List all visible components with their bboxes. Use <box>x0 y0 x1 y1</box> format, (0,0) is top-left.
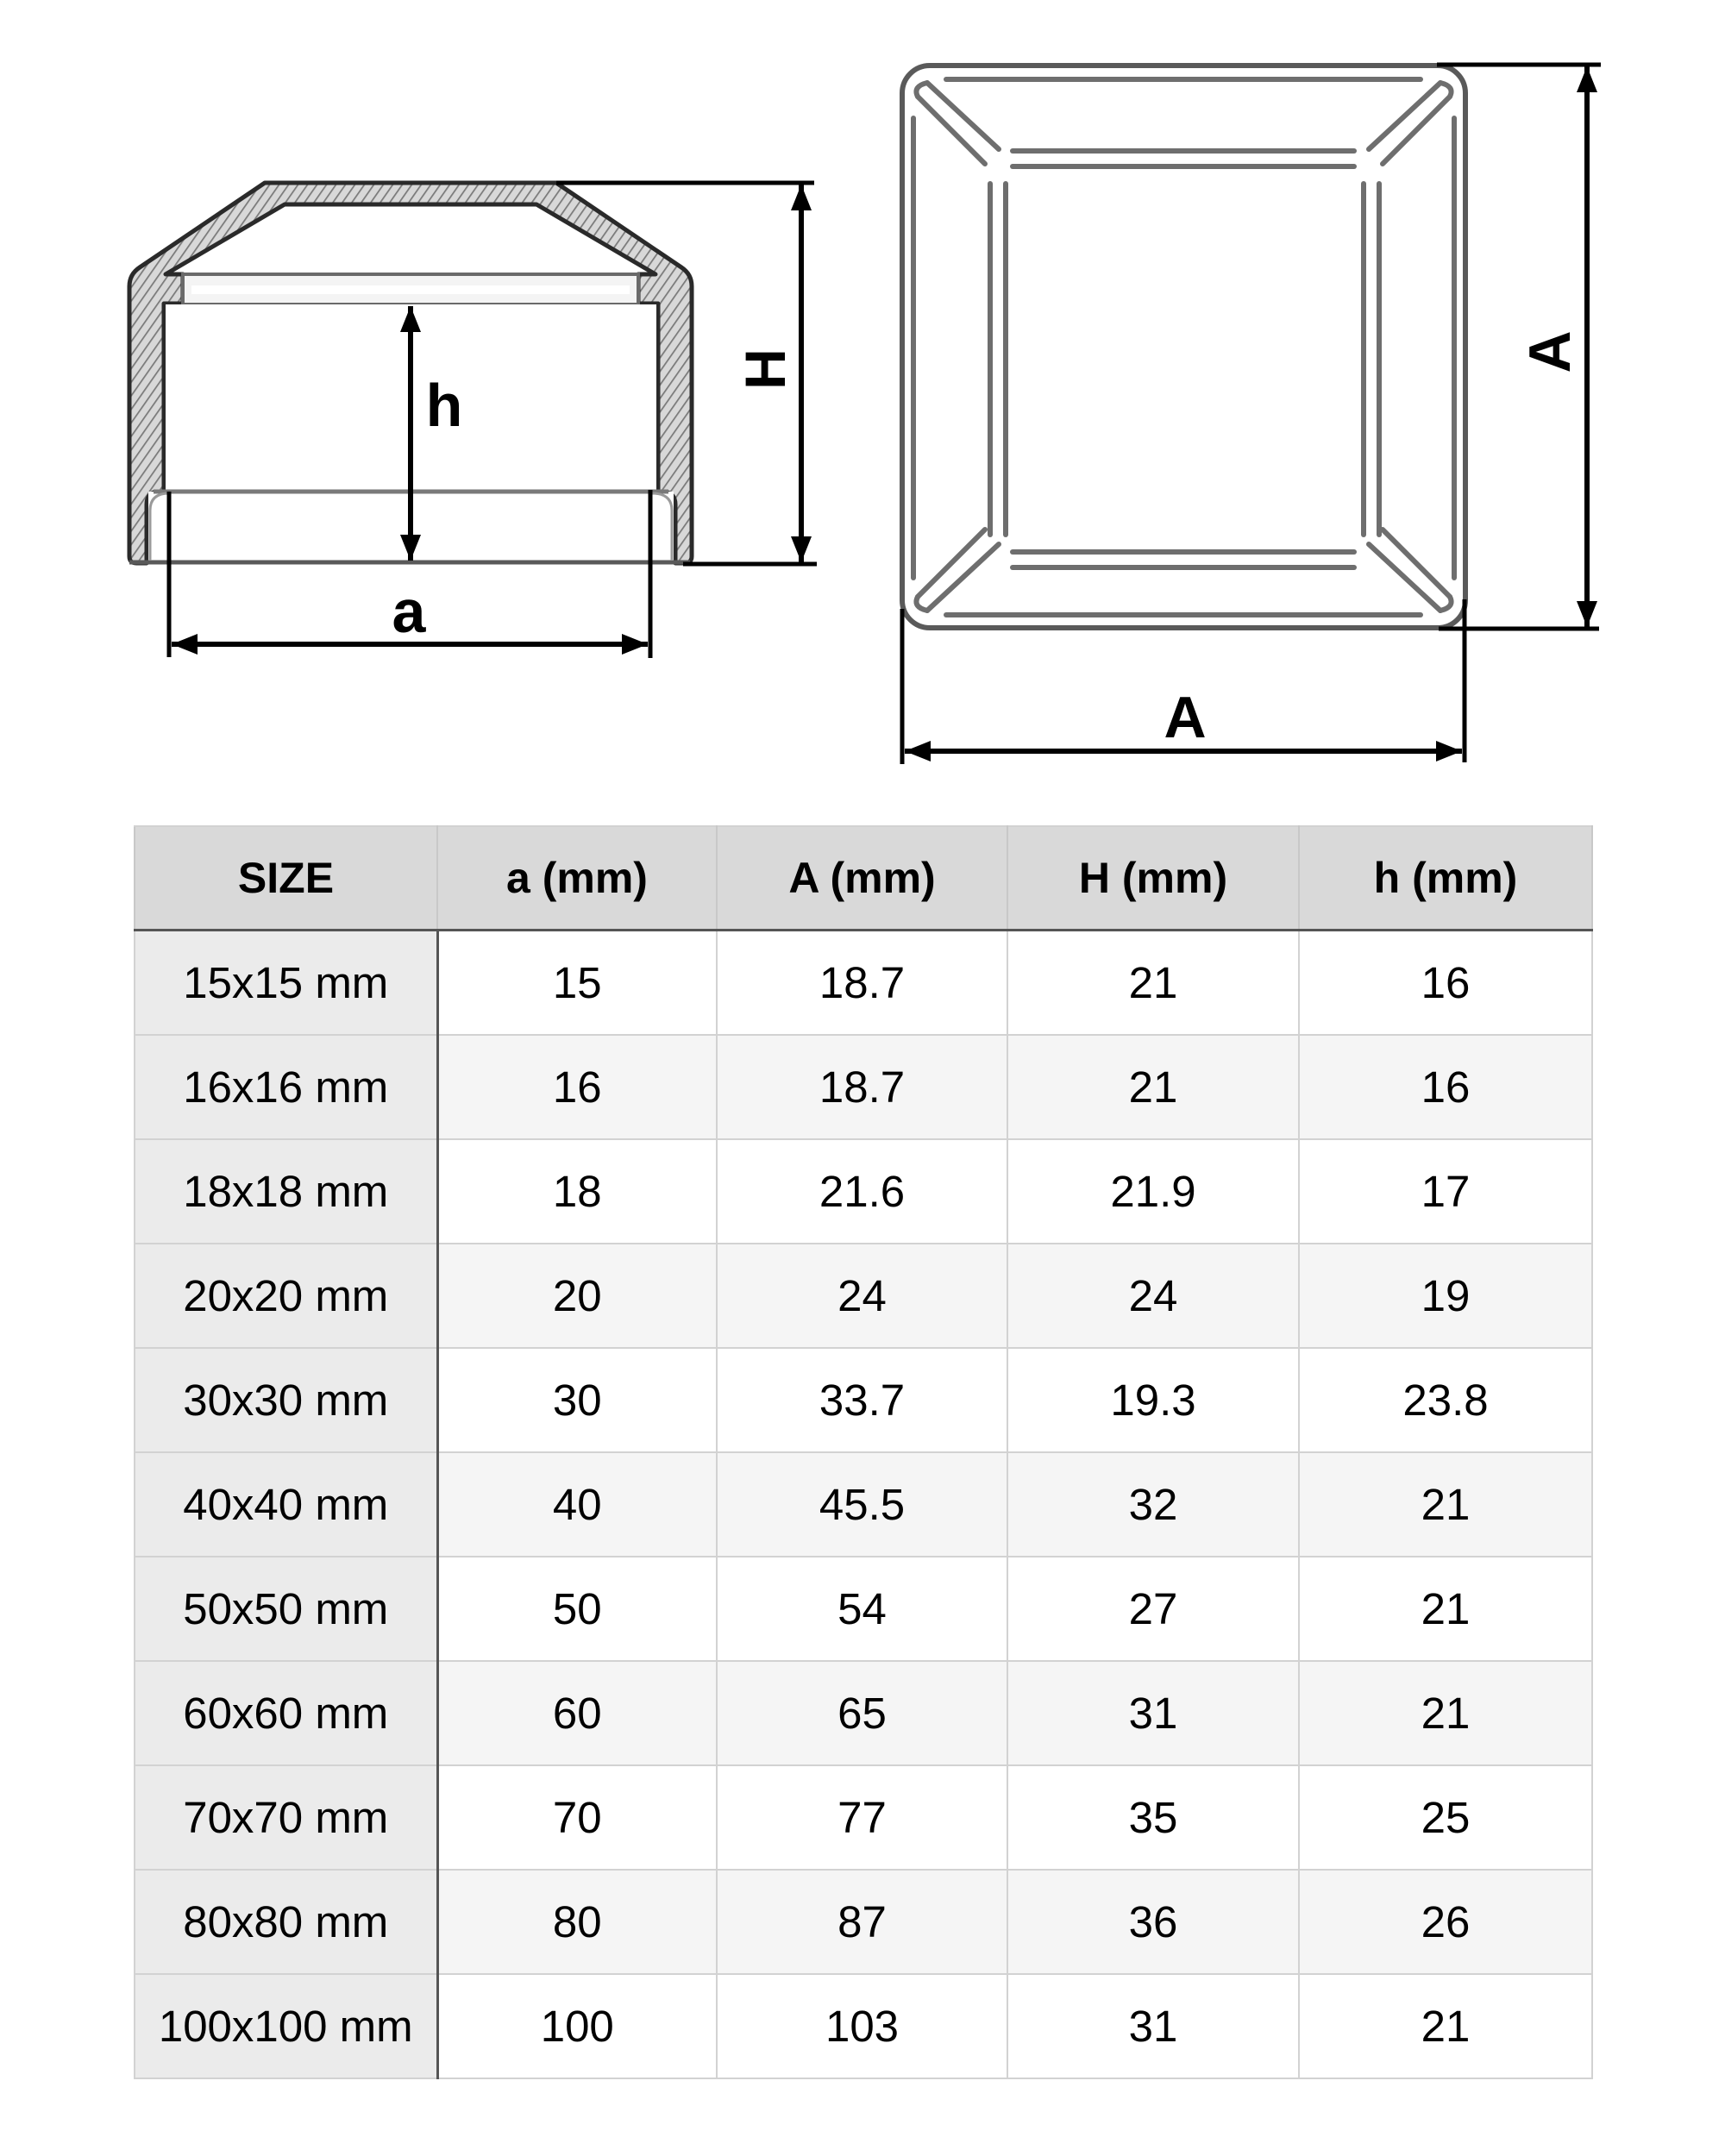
table-row <box>135 1452 1592 1557</box>
size-cell: 80x80 mm <box>135 1870 437 1974</box>
dimension-A-horizontal <box>902 599 1465 764</box>
h-cell: 23.8 <box>1299 1348 1592 1452</box>
dimension-A-vertical <box>1437 65 1601 629</box>
header-H: H (mm) <box>1007 826 1299 931</box>
table-row <box>135 1348 1592 1452</box>
A-cell: 21.6 <box>717 1139 1007 1244</box>
size-cell: 16x16 mm <box>135 1035 437 1139</box>
A-cell: 54 <box>717 1557 1007 1661</box>
h-cell: 19 <box>1299 1244 1592 1348</box>
h-cell: 21 <box>1299 1452 1592 1557</box>
a-cell: 100 <box>437 1974 717 2078</box>
A-cell: 45.5 <box>717 1452 1007 1557</box>
table-row <box>135 1035 1592 1139</box>
H-cell: 19.3 <box>1007 1348 1299 1452</box>
table-row <box>135 1244 1592 1348</box>
A-cell: 87 <box>717 1870 1007 1974</box>
h-cell: 25 <box>1299 1765 1592 1870</box>
header-h: h (mm) <box>1299 826 1592 931</box>
table-row <box>135 1765 1592 1870</box>
a-cell: 16 <box>437 1035 717 1139</box>
size-cell: 40x40 mm <box>135 1452 437 1557</box>
A-cell: 18.7 <box>717 1035 1007 1139</box>
H-cell: 35 <box>1007 1765 1299 1870</box>
size-spec-table <box>134 825 1593 2079</box>
a-cell: 70 <box>437 1765 717 1870</box>
label-a: a <box>392 578 426 645</box>
a-cell: 18 <box>437 1139 717 1244</box>
size-cell: 20x20 mm <box>135 1244 437 1348</box>
table-row <box>135 1139 1592 1244</box>
H-cell: 24 <box>1007 1244 1299 1348</box>
header-a: a (mm) <box>437 826 717 931</box>
table-row <box>135 1557 1592 1661</box>
size-cell: 30x30 mm <box>135 1348 437 1452</box>
h-cell: 17 <box>1299 1139 1592 1244</box>
H-cell: 21 <box>1007 931 1299 1036</box>
label-A-vertical: A <box>1517 330 1583 373</box>
label-H: H <box>733 348 797 390</box>
H-cell: 31 <box>1007 1661 1299 1765</box>
H-cell: 21.9 <box>1007 1139 1299 1244</box>
h-cell: 21 <box>1299 1974 1592 2078</box>
a-cell: 50 <box>437 1557 717 1661</box>
h-cell: 26 <box>1299 1870 1592 1974</box>
A-cell: 103 <box>717 1974 1007 2078</box>
A-cell: 77 <box>717 1765 1007 1870</box>
label-h: h <box>425 372 463 439</box>
table-header-row <box>135 826 1592 931</box>
label-A-horizontal: A <box>1164 685 1207 750</box>
table-row <box>135 931 1592 1036</box>
size-cell: 100x100 mm <box>135 1974 437 2078</box>
H-cell: 21 <box>1007 1035 1299 1139</box>
A-cell: 33.7 <box>717 1348 1007 1452</box>
size-cell: 70x70 mm <box>135 1765 437 1870</box>
A-cell: 65 <box>717 1661 1007 1765</box>
H-cell: 36 <box>1007 1870 1299 1974</box>
size-cell: 15x15 mm <box>135 931 437 1036</box>
h-cell: 16 <box>1299 931 1592 1036</box>
table-row <box>135 1870 1592 1974</box>
size-cell: 50x50 mm <box>135 1557 437 1661</box>
H-cell: 32 <box>1007 1452 1299 1557</box>
H-cell: 27 <box>1007 1557 1299 1661</box>
size-cell: 60x60 mm <box>135 1661 437 1765</box>
a-cell: 30 <box>437 1348 717 1452</box>
h-cell: 16 <box>1299 1035 1592 1139</box>
a-cell: 60 <box>437 1661 717 1765</box>
a-cell: 80 <box>437 1870 717 1974</box>
cap-top-view <box>902 66 1465 628</box>
A-cell: 18.7 <box>717 931 1007 1036</box>
h-cell: 21 <box>1299 1661 1592 1765</box>
table-row <box>135 1661 1592 1765</box>
header-A: A (mm) <box>717 826 1007 931</box>
a-cell: 40 <box>437 1452 717 1557</box>
a-cell: 15 <box>437 931 717 1036</box>
header-size: SIZE <box>135 826 437 931</box>
h-cell: 21 <box>1299 1557 1592 1661</box>
table-row <box>135 1974 1592 2078</box>
technical-drawing <box>0 0 1725 811</box>
size-cell: 18x18 mm <box>135 1139 437 1244</box>
H-cell: 31 <box>1007 1974 1299 2078</box>
A-cell: 24 <box>717 1244 1007 1348</box>
a-cell: 20 <box>437 1244 717 1348</box>
